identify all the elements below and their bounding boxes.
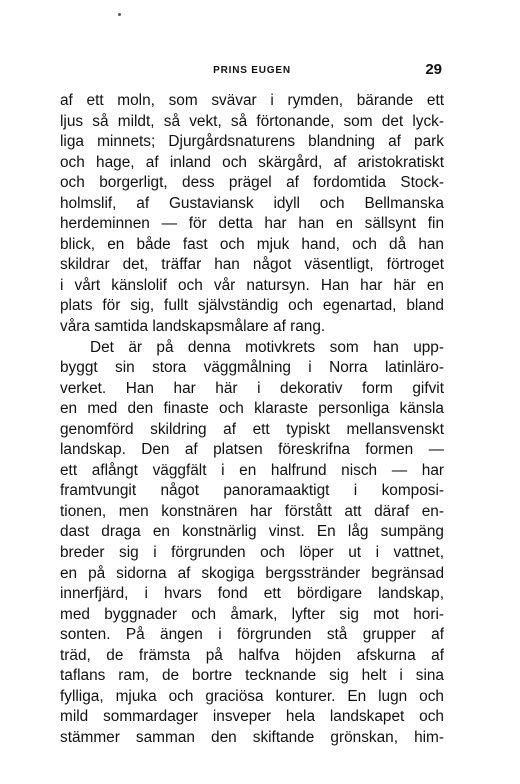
running-header	[60, 61, 444, 80]
text-line: i vårt känslolif och vår natursyn. Han har här en	[60, 276, 444, 294]
text-line: och hage, af inland och skärgård, af aristokratiskt	[60, 153, 444, 171]
print-speck	[118, 13, 121, 16]
text-line: verket. Han har här i dekorativ form gifvit	[60, 379, 444, 397]
text-line: stämmer samman den skiftande grönskan, him-	[60, 728, 444, 746]
text-line: och borgerligt, dess prägel af fordomtida Stock-	[60, 174, 444, 192]
text-line: byggt sin stora väggmålning i Norra latinläro-	[60, 359, 444, 377]
text-line: breder sig i förgrunden och löper ut i vattnet,	[60, 544, 444, 562]
paragraph-start-line: Det är på denna motivkrets som han upp-	[90, 338, 444, 356]
text-line: mild sommardager insveper hela landskapet och	[60, 708, 444, 726]
paragraph-end-line: våra samtida landskapsmålare af rang.	[60, 318, 326, 336]
text-line: taflans ram, de bortre tecknande sig helt i sina	[60, 667, 444, 685]
text-line: genomförd skildring af ett typiskt mellansvenskt	[60, 420, 444, 438]
text-line: herdeminnen — för detta har han en sällsynt fin	[60, 215, 444, 233]
text-line: innerfjärd, i hvars fond ett bördigare landskap,	[60, 585, 444, 603]
text-line: landskap. Den af platsen föreskrifna formen —	[60, 441, 444, 459]
text-line: med byggnader och åmark, lyfter sig mot hori-	[60, 605, 444, 623]
text-line: sonten. På ängen i förgrunden stå grupper af	[60, 626, 444, 644]
text-line: plats för sig, fullt självständig och egenartad, bland	[60, 297, 444, 315]
text-line: fylliga, mjuka och graciösa konturer. En lugn och	[60, 687, 444, 705]
text-line: tionen, men konstnären har förstått att däraf en-	[60, 502, 444, 520]
text-line: framtvungit något panoramaaktigt i komposi-	[60, 482, 444, 500]
page-number: 29	[425, 61, 442, 78]
text-line: en på sidorna af skogiga bergsstränder begränsad	[60, 564, 444, 582]
text-line: träd, de främsta på halfva höjden afskurna af	[60, 646, 444, 664]
text-line: skildrar det, träffar han något väsentligt, förtroget	[60, 256, 444, 274]
text-line: ljus så mildt, så vekt, så förtonande, som det lyck-	[60, 112, 444, 130]
text-line: liga minnets; Djurgårdsnaturens blandning af park	[60, 133, 444, 151]
text-line: en med den finaste och klaraste personliga känsla	[60, 400, 444, 418]
text-line: ett aflångt väggfält i en halfrund nisch — har	[60, 461, 444, 479]
text-line: af ett moln, som svävar i rymden, bärande ett	[60, 92, 444, 109]
running-title: PRINS EUGEN	[213, 65, 291, 76]
text-line: dast draga en konstnärlig vinst. En låg sumpäng	[60, 523, 444, 541]
text-line: blick, en både fast och mjuk hand, och då han	[60, 235, 444, 253]
text-line: holmslif, af Gustaviansk idyll och Bellmanska	[60, 194, 444, 212]
body-text	[60, 91, 444, 749]
